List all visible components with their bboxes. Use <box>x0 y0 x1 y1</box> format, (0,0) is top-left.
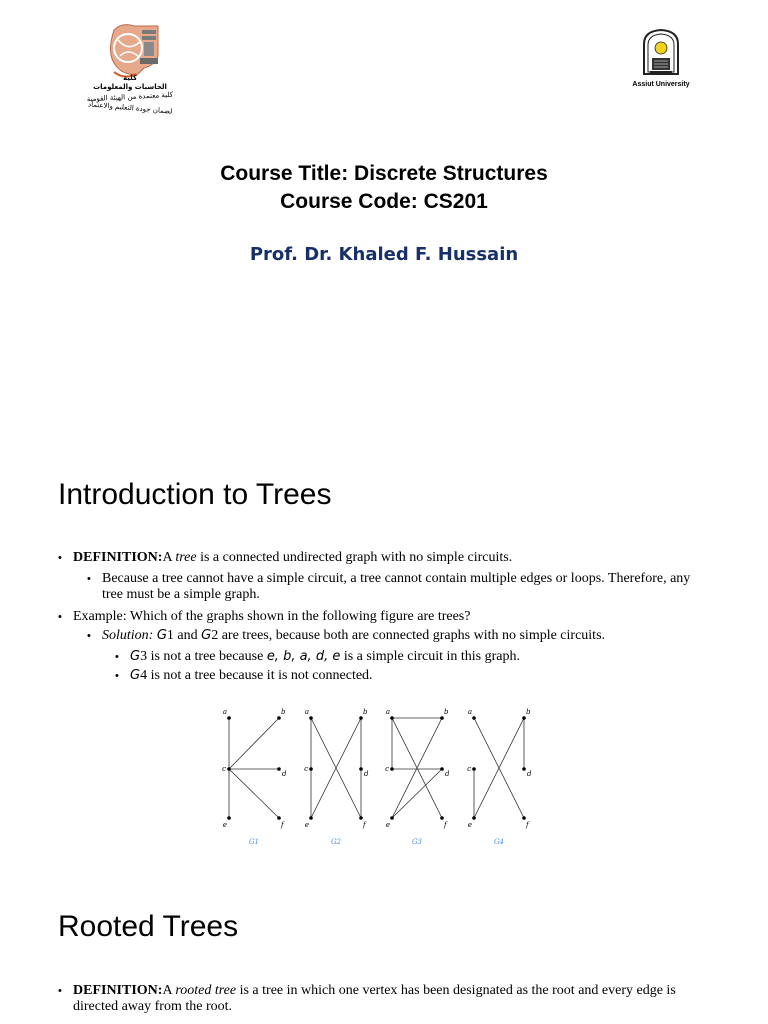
faculty-emblem <box>110 25 158 77</box>
vertex-f <box>277 816 281 820</box>
section-heading-rooted-trees: Rooted Trees <box>58 910 239 943</box>
definition-term: tree <box>175 550 197 565</box>
vertex-d <box>522 767 526 771</box>
bullet-example: • Example: Which of the graphs shown in the following figure are trees? <box>73 609 713 625</box>
vertex-label-c: c <box>467 765 471 773</box>
graph-g4-name: G <box>130 668 141 683</box>
professor-name: Prof. Dr. Khaled F. Hussain <box>249 244 519 265</box>
rooted-definition-article: A <box>162 983 176 998</box>
vertex-label-f: f <box>444 821 447 829</box>
vertex-f <box>440 816 444 820</box>
vertex-e <box>227 816 231 820</box>
rooted-definition-term: rooted tree <box>175 983 237 998</box>
vertex-b <box>359 716 363 720</box>
graph-label-g1: G1 <box>248 838 260 846</box>
vertex-a <box>227 716 231 720</box>
graph-label-g2: G2 <box>330 838 342 846</box>
sub-bullet-line-1: Because a tree cannot have a simple circuit, a tree cannot contain multiple edges or loops. Therefore, any <box>102 571 691 586</box>
vertex-label-e: e <box>304 821 309 829</box>
vertex-label-d: d <box>282 770 287 778</box>
graph-g4 <box>467 708 532 846</box>
graph-label-g4: G4 <box>493 838 505 846</box>
vertex-label-a: a <box>222 708 227 716</box>
sub-bullet-line-2: tree must be a simple graph. <box>102 587 260 602</box>
vertex-label-a: a <box>304 708 309 716</box>
vertex-d <box>440 767 444 771</box>
vertex-label-e: e <box>467 821 472 829</box>
solution-mid: 1 and <box>166 628 202 643</box>
vertex-a <box>309 716 313 720</box>
section-heading-introduction: Introduction to Trees <box>58 478 332 511</box>
vertex-d <box>359 767 363 771</box>
graph-g3 <box>385 708 450 846</box>
vertex-f <box>359 816 363 820</box>
graph-label-g3: G3 <box>411 838 423 846</box>
university-name: Assiut University <box>632 81 690 88</box>
bullet-g4-not-tree <box>130 668 710 684</box>
university-logo <box>636 28 686 76</box>
graph-g1 <box>222 708 287 846</box>
vertex-label-f: f <box>526 821 529 829</box>
graph-g2 <box>304 708 369 846</box>
vertex-label-d: d <box>445 770 450 778</box>
vertex-label-c: c <box>304 765 308 773</box>
vertex-label-b: b <box>444 708 449 716</box>
graph-g3-name: G <box>130 649 141 664</box>
vertex-f <box>522 816 526 820</box>
graph-g1-name: G <box>156 628 167 643</box>
vertex-c <box>472 767 476 771</box>
vertex-a <box>390 716 394 720</box>
vertex-label-b: b <box>526 708 531 716</box>
edge-b-c <box>229 718 279 769</box>
vertex-label-a: a <box>467 708 472 716</box>
g4-text: 4 is not a tree because it is not connected. <box>140 668 373 683</box>
vertex-b <box>277 716 281 720</box>
faculty-logo-line-3: كلية معتمدة من الهيئة القومية <box>86 90 174 104</box>
vertex-e <box>472 816 476 820</box>
g3-circuit: e, b, a, d, e <box>266 649 341 664</box>
solution-text: 2 are trees, because both are connected graphs with no simple circuits. <box>211 628 606 643</box>
vertex-e <box>390 816 394 820</box>
definition-text: is a connected undirected graph with no simple circuits. <box>196 550 513 565</box>
bullet-g3-not-tree <box>130 649 710 665</box>
bullet-definition-tree <box>73 550 713 566</box>
vertex-d <box>277 767 281 771</box>
vertex-label-d: d <box>364 770 369 778</box>
g3-text-a: 3 is not a tree because <box>140 649 267 664</box>
vertex-label-f: f <box>281 821 284 829</box>
course-code: Course Code: CS201 <box>280 190 488 213</box>
vertex-label-c: c <box>222 765 226 773</box>
vertex-a <box>472 716 476 720</box>
vertex-b <box>440 716 444 720</box>
edge-e-d <box>392 769 442 818</box>
definition-label: DEFINITION: <box>73 550 163 565</box>
course-title: Course Title: Discrete Structures <box>220 162 548 185</box>
vertex-c <box>227 767 231 771</box>
faculty-logo-line-4: لضمان جودة التعليم والاعتماد <box>87 100 173 116</box>
rooted-definition-line-2: directed away from the root. <box>73 999 232 1014</box>
vertex-e <box>309 816 313 820</box>
vertex-label-e: e <box>222 821 227 829</box>
vertex-c <box>390 767 394 771</box>
vertex-label-e: e <box>385 821 390 829</box>
graph-g2-name: G <box>201 628 212 643</box>
bullet-solution <box>102 628 714 644</box>
bullet-definition-rooted-tree <box>73 983 713 1015</box>
vertex-label-b: b <box>281 708 286 716</box>
rooted-definition-text: is a tree in which one vertex has been designated as the root and every edge is <box>236 983 676 998</box>
vertex-label-d: d <box>527 770 532 778</box>
vertex-b <box>522 716 526 720</box>
vertex-label-b: b <box>363 708 368 716</box>
g3-text-b: is a simple circuit in this graph. <box>340 649 520 664</box>
definition-article: A <box>162 550 176 565</box>
graphs-figure <box>218 704 538 854</box>
edge-c-f <box>229 769 279 818</box>
vertex-label-c: c <box>385 765 389 773</box>
vertex-label-f: f <box>363 821 366 829</box>
vertex-c <box>309 767 313 771</box>
faculty-logo <box>84 22 176 118</box>
faculty-logo-line-2: الحاسبات والمعلومات <box>93 83 167 91</box>
vertex-label-a: a <box>385 708 390 716</box>
faculty-logo-line-1: كلية <box>122 74 138 82</box>
rooted-definition-label: DEFINITION: <box>73 983 163 998</box>
solution-label: Solution: <box>102 628 157 643</box>
bullet-tree-simple-graph <box>102 571 714 603</box>
